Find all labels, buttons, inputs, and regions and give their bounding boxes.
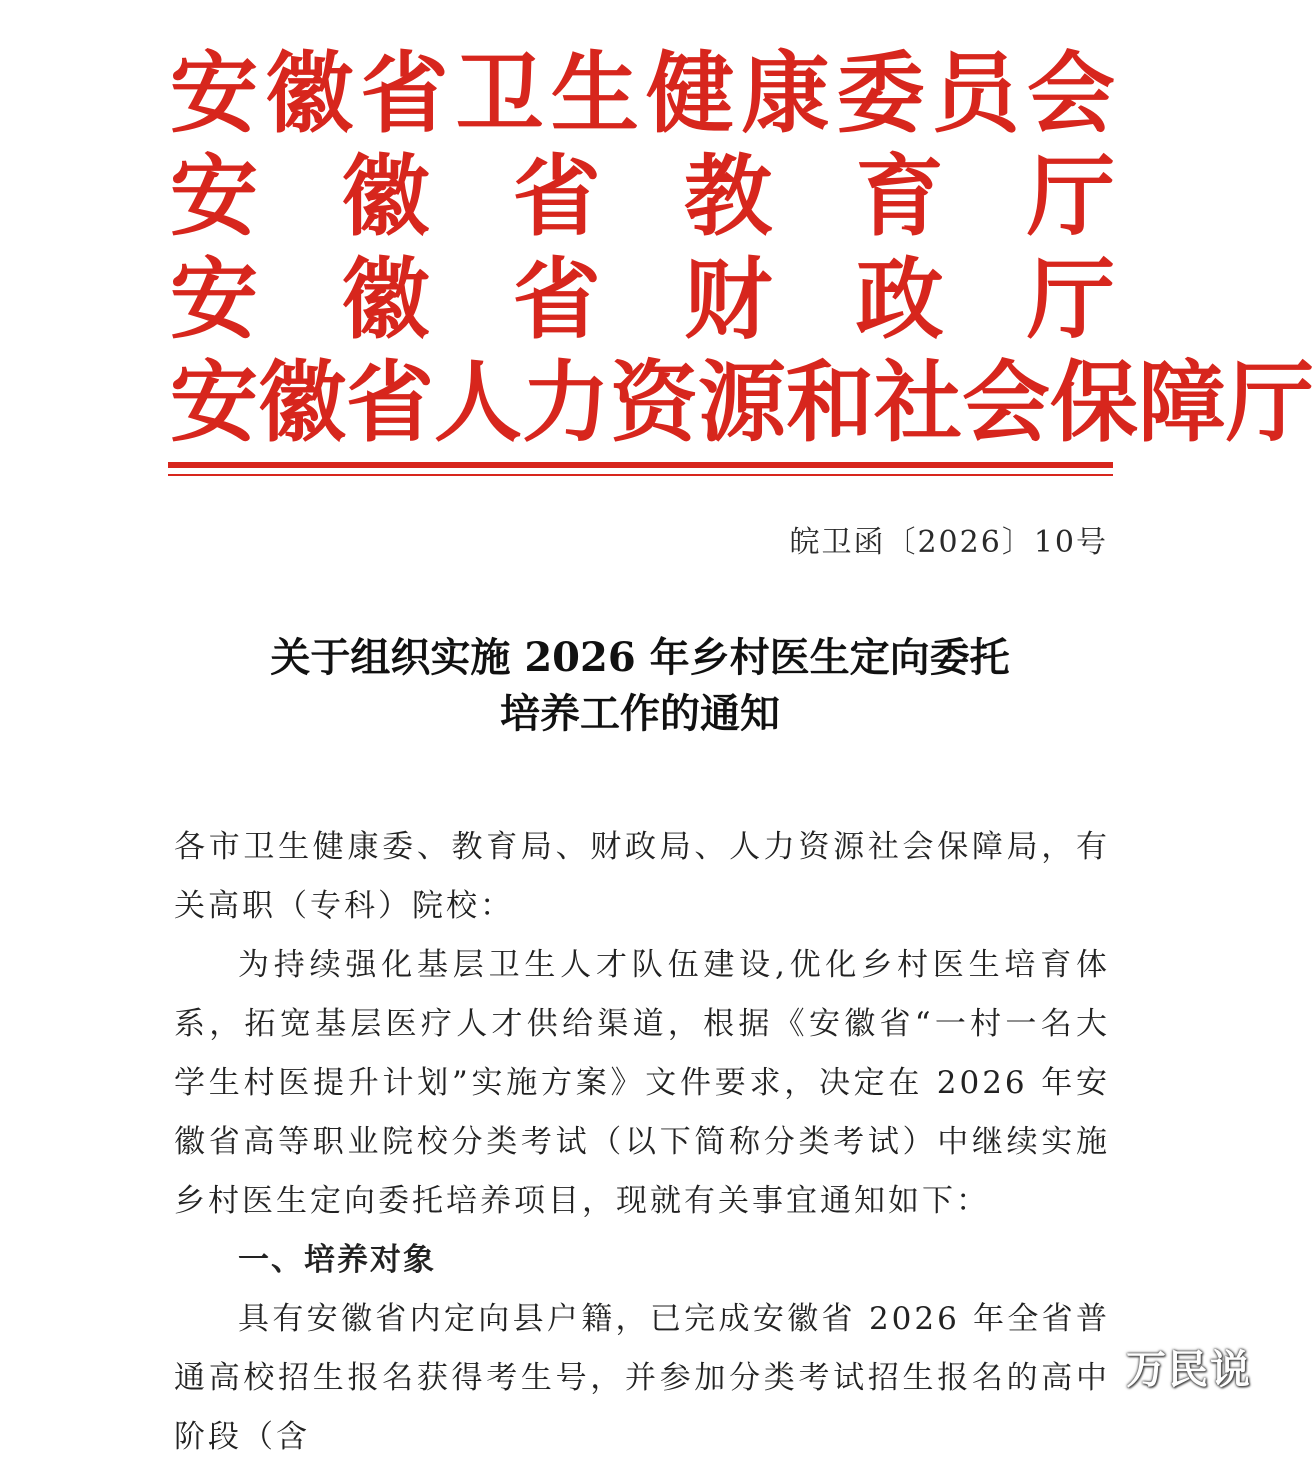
document-body [174,818,1110,1467]
body-paragraph-2: 具有安徽省内定向县户籍，已完成安徽省 2026 年全省普通高校招生报名获得考生号，并参加分类考试招生报名的高中阶段（含 [174,1301,1110,1455]
document-title-line-2: 培养工作的通知 [500,690,780,737]
masthead-char: 力 [522,351,611,454]
masthead-char: 徽 [341,248,430,351]
document-title-line-1: 关于组织实施 2026 年乡村医生定向委托 [270,634,1010,681]
section-heading-1: 一、培养对象 [238,1242,436,1278]
masthead-char: 厅 [1026,248,1115,351]
red-masthead [170,42,1314,454]
masthead-char: 会 [1026,42,1115,145]
masthead-char: 源 [698,351,787,454]
masthead-char: 保 [1050,351,1139,454]
masthead-char: 障 [1138,351,1227,454]
masthead-char: 卫 [455,42,544,145]
masthead-char: 安 [170,351,259,454]
masthead-char: 徽 [265,42,354,145]
masthead-char: 省 [512,248,601,351]
masthead-char: 康 [741,42,830,145]
masthead-char: 人 [434,351,523,454]
masthead-line-2 [170,145,1115,248]
masthead-char: 安 [170,248,259,351]
red-divider-thick [168,462,1113,468]
masthead-line-1 [170,42,1115,145]
masthead-char: 财 [684,248,773,351]
masthead-line-3 [170,248,1115,351]
masthead-char: 委 [836,42,925,145]
masthead-char: 徽 [341,145,430,248]
masthead-char: 省 [346,351,435,454]
masthead-char: 育 [855,145,944,248]
masthead-char: 生 [550,42,639,145]
masthead-char: 厅 [1226,351,1314,454]
masthead-char: 员 [931,42,1020,145]
masthead-char: 和 [786,351,875,454]
masthead-char: 资 [610,351,699,454]
masthead-char: 省 [360,42,449,145]
document-number: 皖卫函〔2026〕10号 [789,525,1108,560]
document-title [0,630,1280,742]
masthead-char: 徽 [258,351,347,454]
addressee: 各市卫生健康委、教育局、财政局、人力资源社会保障局，有关高职（专科）院校： [174,829,1110,924]
masthead-char: 安 [170,42,259,145]
body-paragraph-1: 为持续强化基层卫生人才队伍建设,优化乡村医生培育体系，拓宽基层医疗人才供给渠道，根据《安徽省“一村一名大学生村医提升计划”实施方案》文件要求，决定在 2026 年安徽省高等职业院校分类考试（以下简称分类考试）中继续实施乡村医生定向委托培养项目，现就有关事宜通知如下： [174,947,1110,1219]
masthead-char: 厅 [1026,145,1115,248]
masthead-char: 社 [874,351,963,454]
red-divider-thin [168,474,1113,476]
masthead-char: 教 [684,145,773,248]
masthead-line-4 [170,351,1314,454]
masthead-char: 安 [170,145,259,248]
masthead-char: 会 [962,351,1051,454]
masthead-char: 政 [855,248,944,351]
masthead-char: 省 [512,145,601,248]
watermark: 万民说 [1126,1347,1252,1393]
masthead-char: 健 [646,42,735,145]
